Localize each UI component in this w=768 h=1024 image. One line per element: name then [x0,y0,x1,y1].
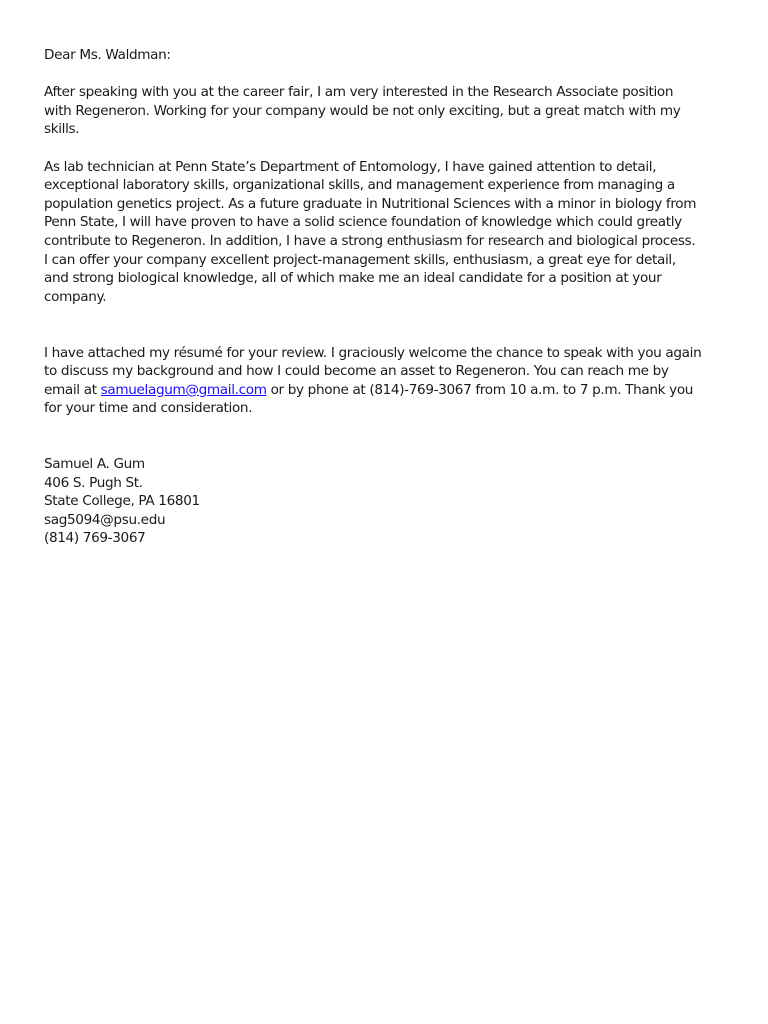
signature-name: Samuel A. Gum [44,456,145,473]
signature-email: sag5094@psu.edu [44,511,166,528]
paragraph-line: with Regeneron. Working for your company would be not only exciting, but a great match with my [44,102,681,119]
paragraph-line: company. [44,288,107,305]
spacer [44,65,734,84]
paragraph-interest [44,83,734,139]
salutation-text: Dear Ms. Waldman: [44,47,171,63]
spacer [44,139,734,158]
paragraph-line: Penn State, I will have proven to have a solid science foundation of knowledge which could greatly [44,214,682,231]
paragraph-line: for your time and consideration. [44,400,253,417]
line-prefix: email at [44,381,101,398]
spacer [44,306,734,343]
letter-page [44,46,734,548]
paragraph-contact [44,344,734,418]
paragraph-line: I can offer your company excellent project-management skills, enthusiasm, a great eye for detail, [44,251,676,268]
signature-city: State College, PA 16801 [44,493,200,510]
paragraph-line: and strong biological knowledge, all of which make me an ideal candidate for a position at your [44,270,662,287]
paragraph-line: After speaking with you at the career fair, I am very interested in the Research Associate position [44,84,674,101]
spacer [44,418,734,455]
paragraph-line: I have attached my résumé for your review. I graciously welcome the chance to speak with you again [44,344,702,361]
signature-phone: (814) 769-3067 [44,530,146,547]
paragraph-experience [44,158,734,307]
paragraph-line: to discuss my background and how I could become an asset to Regeneron. You can reach me by [44,363,669,380]
paragraph-line-with-link [44,381,734,400]
paragraph-line: As lab technician at Penn State’s Department of Entomology, I have gained attention to detail, [44,158,657,175]
paragraph-line: population genetics project. As a future graduate in Nutritional Sciences with a minor in biology from [44,195,697,212]
paragraph-line: exceptional laboratory skills, organizational skills, and management experience from managing a [44,177,675,194]
paragraph-line: contribute to Regeneron. In addition, I have a strong enthusiasm for research and biological process. [44,232,696,249]
email-link[interactable]: samuelagum@gmail.com [100,381,267,398]
signature-block [44,455,734,548]
signature-street: 406 S. Pugh St. [44,474,143,491]
line-suffix: or by phone at (814)-769-3067 from 10 a.m. to 7 p.m. Thank you [266,381,694,398]
paragraph-line: skills. [44,121,80,138]
salutation [44,46,734,65]
